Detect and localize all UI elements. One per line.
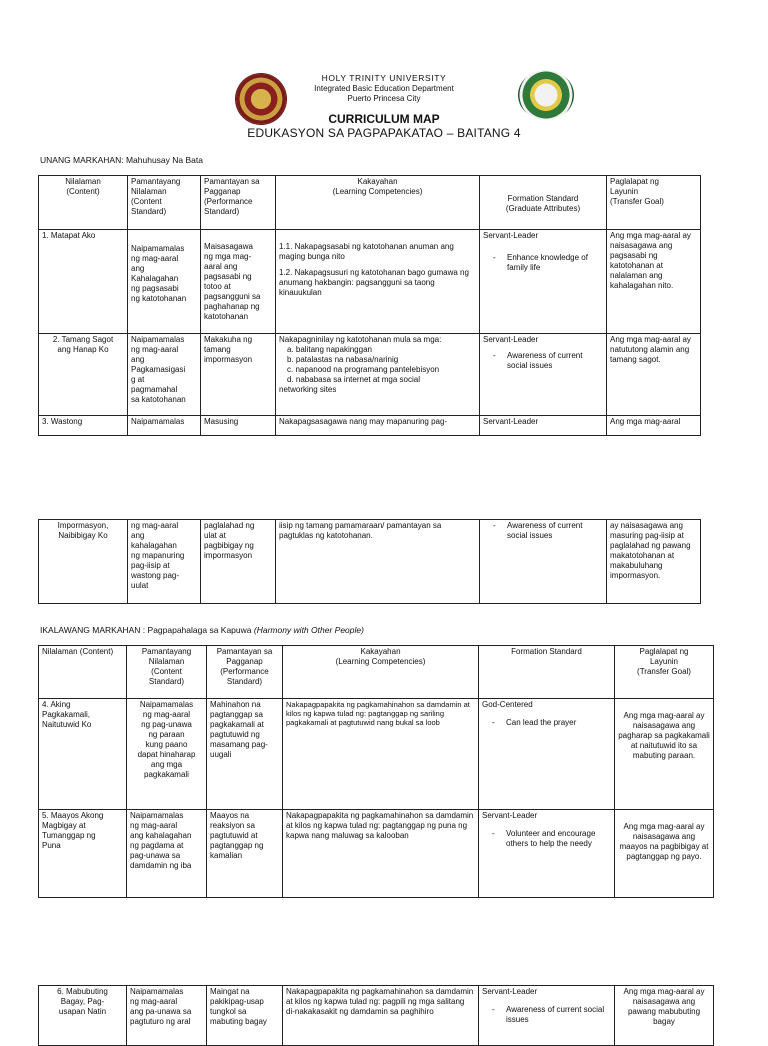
formation-dash: - bbox=[493, 521, 496, 530]
row-performance-standard: Makakuha ng tamang impormasyon bbox=[201, 334, 276, 416]
quarter-2-table bbox=[38, 645, 714, 898]
table-row bbox=[39, 699, 714, 810]
header-formation-standard: Formation Standard bbox=[479, 646, 615, 699]
row-competencies: Nakapagsasagawa nang may mapanuring pag- bbox=[276, 416, 480, 436]
row-formation-standard bbox=[480, 520, 607, 604]
formation-dash: - bbox=[493, 253, 496, 262]
quarter-1-label: UNANG MARKAHAN: Mahuhusay Na Bata bbox=[40, 155, 203, 165]
header-content-standard: Pamantayang Nilalaman (Content Standard) bbox=[127, 646, 207, 699]
row-performance-standard: Maayos na reaksiyon sa pagtutuwid at pagtanggap ng kamalian bbox=[207, 810, 283, 898]
quarter-2-table-continued bbox=[38, 985, 714, 1046]
formation-dash: - bbox=[493, 351, 496, 360]
quarter-2-label bbox=[40, 625, 364, 635]
quarter-2-label-main: IKALAWANG MARKAHAN : Pagpapahalaga sa Kapuwa bbox=[40, 625, 254, 635]
header-transfer-goal: Paglalapat ng Layunin (Transfer Goal) bbox=[607, 176, 701, 230]
row-performance-standard: Maisasagawa ng mga mag- aaral ang pagsasabi ng totoo at pagsangguni sa paghahanap ng katotohanan bbox=[201, 230, 276, 334]
table-row bbox=[39, 416, 701, 436]
row-content-standard: Naipamamalas bbox=[128, 416, 201, 436]
row-performance-standard: paglalahad ng ulat at pagbibigay ng impormasyon bbox=[201, 520, 276, 604]
row-transfer-goal: Ang mga mag-aaral ay naisasagawa ang pagharap sa pagkakamali at naitutuwid ito sa mabuting paraan. bbox=[615, 699, 714, 810]
row-transfer-goal: ay naisasagawa ang masuring pag-iisip at paglalahad ng pawang makatotohanan at makabuluhang impormasyon. bbox=[607, 520, 701, 604]
header-content: Nilalaman (Content) bbox=[39, 176, 128, 230]
row-transfer-goal: Ang mga mag-aaral bbox=[607, 416, 701, 436]
quarter-1-table bbox=[38, 175, 701, 436]
city-name: Puerto Princesa City bbox=[347, 94, 421, 103]
page-title: CURRICULUM MAP bbox=[328, 112, 440, 126]
formation-heading: Servant-Leader bbox=[483, 335, 539, 344]
row-transfer-goal: Ang mga mag-aaral ay naisasagawa ang pawang mabubuting bagay bbox=[615, 986, 714, 1046]
competency-tail: networking sites bbox=[279, 385, 337, 394]
row-content: 5. Maayos Akong Magbigay at Tumanggap ng Puna bbox=[39, 810, 127, 898]
competency-intro: Nakapagninilay ng katotohanan mula sa mga: bbox=[279, 335, 442, 344]
formation-item: Can lead the prayer bbox=[506, 718, 577, 727]
table-header-row bbox=[39, 176, 701, 230]
table-row bbox=[39, 520, 701, 604]
formation-item: Awareness of current social issues bbox=[507, 521, 583, 540]
row-content-standard: ng mag-aaral ang kahalagahan ng mapanuring pag-iisip at wastong pag- uulat bbox=[128, 520, 201, 604]
row-content: 2. Tamang Sagot ang Hanap Ko bbox=[39, 334, 128, 416]
table-row bbox=[39, 230, 701, 334]
row-formation-standard bbox=[479, 986, 615, 1046]
row-formation-standard bbox=[480, 334, 607, 416]
row-performance-standard: Mahinahon na pagtanggap sa pagkakamali at pagtutuwid ng masamang pag- uugali bbox=[207, 699, 283, 810]
row-formation-standard bbox=[480, 230, 607, 334]
header-performance-standard: Pamantayan sa Pagganap (Performance Standard) bbox=[201, 176, 276, 230]
header-formation-standard: Formation Standard (Graduate Attributes) bbox=[480, 176, 607, 230]
quarter-1-table-continued bbox=[38, 519, 701, 604]
formation-item: Awareness of current social issues bbox=[507, 351, 583, 370]
formation-dash: - bbox=[492, 718, 495, 727]
row-content: 4. Aking Pagkakamali, Naitutuwid Ko bbox=[39, 699, 127, 810]
row-content-standard: Naipamamalas ng mag-aaral ng pag-unawa ng paraan kung paano dapat hinaharap ang mga pagkakamali bbox=[127, 699, 207, 810]
header-content-standard: Pamantayang Nilalaman (Content Standard) bbox=[128, 176, 201, 230]
row-competencies: Nakapagpapakita ng pagkamahinahon sa damdamin at kilos ng kapwa tulad ng: pagtanggap ng sariling pagkakamali at pagtutuwid nang bukal sa loob bbox=[283, 699, 479, 810]
quarter-2-label-italic: (Harmony with Other People) bbox=[253, 625, 364, 635]
header-competencies: Kakayahan (Learning Competencies) bbox=[283, 646, 479, 699]
formation-heading: Servant-Leader bbox=[482, 811, 538, 820]
subject-title: EDUKASYON SA PAGPAPAKATAO – BAITANG 4 bbox=[247, 126, 521, 140]
competency-item-a: a. balitang napakinggan bbox=[287, 345, 372, 354]
formation-item: Volunteer and encourage others to help the needy bbox=[506, 829, 596, 848]
formation-heading: Servant-Leader bbox=[483, 231, 539, 240]
row-content: 1. Matapat Ako bbox=[39, 230, 128, 334]
header-transfer-goal: Paglalapat ng Layunin (Transfer Goal) bbox=[615, 646, 714, 699]
row-content: Impormasyon, Naibibigay Ko bbox=[39, 520, 128, 604]
table-row bbox=[39, 810, 714, 898]
row-transfer-goal: Ang mga mag-aaral ay natututong alamin ang tamang sagot. bbox=[607, 334, 701, 416]
row-performance-standard: Maingat na pakikipag-usap tungkol sa mabuting bagay bbox=[207, 986, 283, 1046]
row-formation-standard: Servant-Leader bbox=[480, 416, 607, 436]
row-content-standard: Naipamamalas ng mag-aaral ang Pagkamasigasi g at pagmamahal sa katotohanan bbox=[128, 334, 201, 416]
row-formation-standard bbox=[479, 699, 615, 810]
row-transfer-goal: Ang mga mag-aaral ay naisasagawa ang maayos na pagbibigay at pagtanggap ng payo. bbox=[615, 810, 714, 898]
row-content: 3. Wastong bbox=[39, 416, 128, 436]
row-competencies: Nakapagpapakita ng pagkamahinahon sa damdamin at kilos ng kapwa tulad ng: pagtanggap ng puna ng kapwa nang maluwag sa kalooban bbox=[283, 810, 479, 898]
header-performance-standard: Pamantayan sa Pagganap (Performance Standard) bbox=[207, 646, 283, 699]
row-competencies bbox=[276, 230, 480, 334]
row-competencies: Nakapagpapakita ng pagkamahinahon sa damdamin at kilos ng kapwa tulad ng: pagpili ng mga salitang di-nakakasakit ng damdamin sa paghihiro bbox=[283, 986, 479, 1046]
row-competencies bbox=[276, 334, 480, 416]
row-competencies: iisip ng tamang pamamaraan/ pamantayan sa pagtuklas ng katotohanan. bbox=[276, 520, 480, 604]
row-content-standard: Naipamamalas ng mag-aaral ang kahalagahan ng pagdama at pag-unawa sa damdamin ng iba bbox=[127, 810, 207, 898]
row-transfer-goal: Ang mga mag-aaral ay naisasagawa ang pagsasabi ng katotohanan at nalalaman ang kahalagahan nito. bbox=[607, 230, 701, 334]
row-performance-standard: Masusing bbox=[201, 416, 276, 436]
formation-heading: God-Centered bbox=[482, 700, 533, 709]
table-row bbox=[39, 986, 714, 1046]
formation-dash: - bbox=[492, 1005, 495, 1014]
competency-1-2: 1.2. Nakapagsusuri ng katotohanan bago gumawa ng anumang hakbangin: pagsangguni sa taong kinauukulan bbox=[279, 268, 469, 297]
formation-dash: - bbox=[492, 829, 495, 838]
row-content-standard: Naipamamalas ng mag-aaral ang pa-unawa sa pagtuturo ng aral bbox=[127, 986, 207, 1046]
row-content: 6. Mabubuting Bagay, Pag- usapan Natin bbox=[39, 986, 127, 1046]
university-name: HOLY TRINITY UNIVERSITY bbox=[321, 73, 447, 83]
formation-heading: Servant-Leader bbox=[482, 987, 538, 996]
header-competencies: Kakayahan (Learning Competencies) bbox=[276, 176, 480, 230]
table-row bbox=[39, 334, 701, 416]
table-header-row bbox=[39, 646, 714, 699]
formation-item: Enhance knowledge of family life bbox=[507, 253, 588, 272]
competency-item-b: b. patalastas na nabasa/narinig bbox=[287, 355, 399, 364]
department-name: Integrated Basic Education Department bbox=[314, 84, 454, 93]
row-formation-standard bbox=[479, 810, 615, 898]
competency-item-c: c. napanood na programang pantelebisyon bbox=[287, 365, 440, 374]
competency-item-d: d. nababasa sa internet at mga social bbox=[287, 375, 420, 384]
formation-item: Awareness of current social issues bbox=[506, 1005, 605, 1024]
row-content-standard: Naipamamalas ng mag-aaral ang Kahalagahan ng pagsasabi ng katotohanan bbox=[128, 230, 201, 334]
competency-1-1: 1.1. Nakapagsasabi ng katotohanan anuman ang maging bunga nito bbox=[279, 242, 454, 261]
header-content: Nilalaman (Content) bbox=[39, 646, 127, 699]
